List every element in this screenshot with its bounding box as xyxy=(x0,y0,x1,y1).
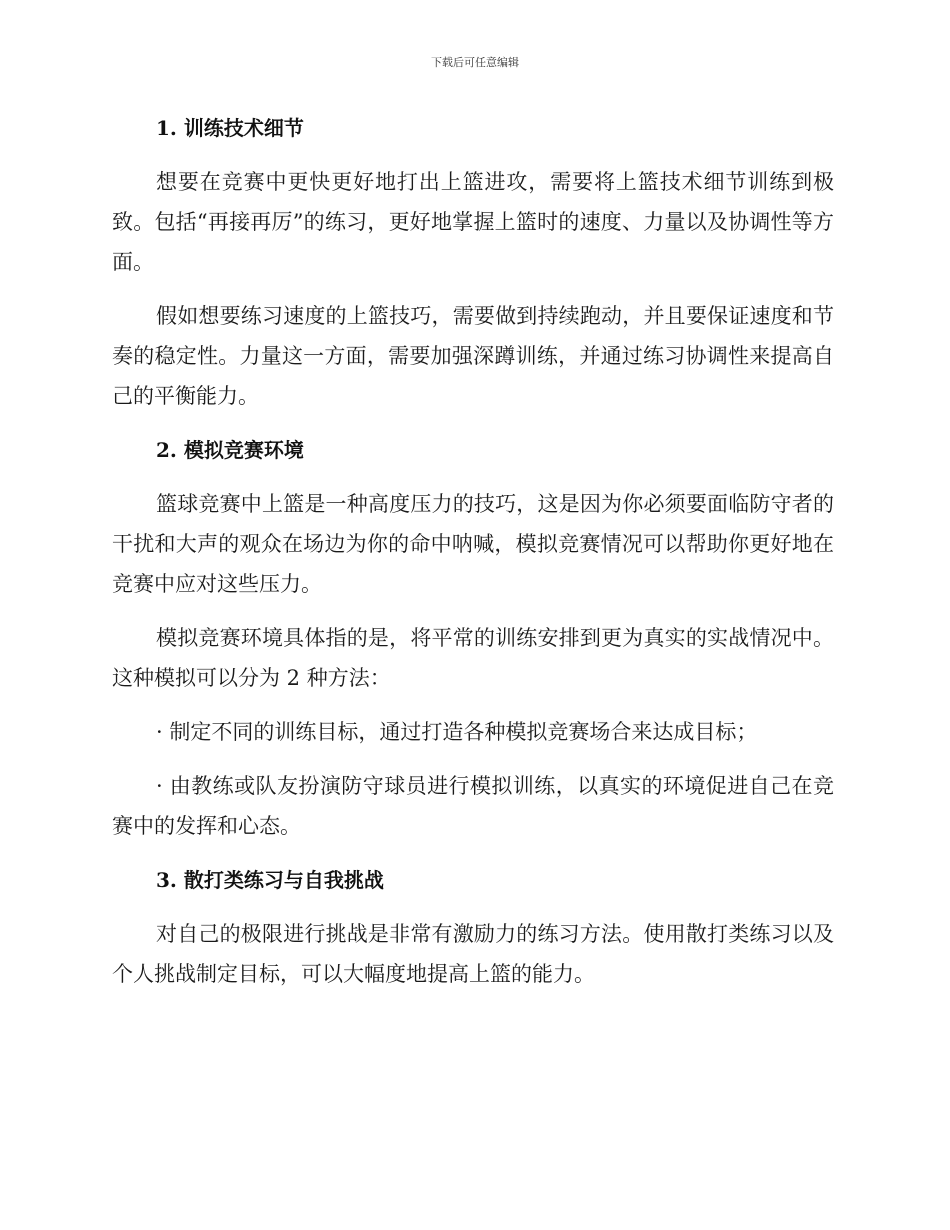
paragraph: 篮球竞赛中上篮是一种高度压力的技巧，这是因为你必须要面临防守者的干扰和大声的观众在场边为你的命中呐喊，模拟竞赛情况可以帮助你更好地在竞赛中应对这些压力。 xyxy=(112,492,834,596)
section-heading-3: 3. 散打类练习与自我挑战 xyxy=(156,868,384,892)
document-body xyxy=(112,108,834,994)
section-heading-1: 1. 训练技术细节 xyxy=(156,116,304,140)
paragraph: 假如想要练习速度的上篮技巧，需要做到持续跑动，并且要保证速度和节奏的稳定性。力量这一方面，需要加强深蹲训练，并通过练习协调性来提高自己的平衡能力。 xyxy=(112,304,834,408)
section-heading-2: 2. 模拟竞赛环境 xyxy=(156,438,304,462)
paragraph: 想要在竞赛中更快更好地打出上篮进攻，需要将上篮技术细节训练到极致。包括“再接再厉”的练习，更好地掌握上篮时的速度、力量以及协调性等方面。 xyxy=(112,170,834,274)
bullet-item: · 制定不同的训练目标，通过打造各种模拟竞赛场合来达成目标； xyxy=(156,720,758,744)
paragraph: 模拟竞赛环境具体指的是，将平常的训练安排到更为真实的实战情况中。这种模拟可以分为 2 种方法： xyxy=(112,626,834,690)
header-note: 下载后可任意编辑 xyxy=(431,56,519,69)
paragraph: 对自己的极限进行挑战是非常有激励力的练习方法。使用散打类练习以及个人挑战制定目标，可以大幅度地提高上篮的能力。 xyxy=(112,922,834,986)
bullet-item: · 由教练或队友扮演防守球员进行模拟训练，以真实的环境促进自己在竞赛中的发挥和心态。 xyxy=(112,774,834,838)
